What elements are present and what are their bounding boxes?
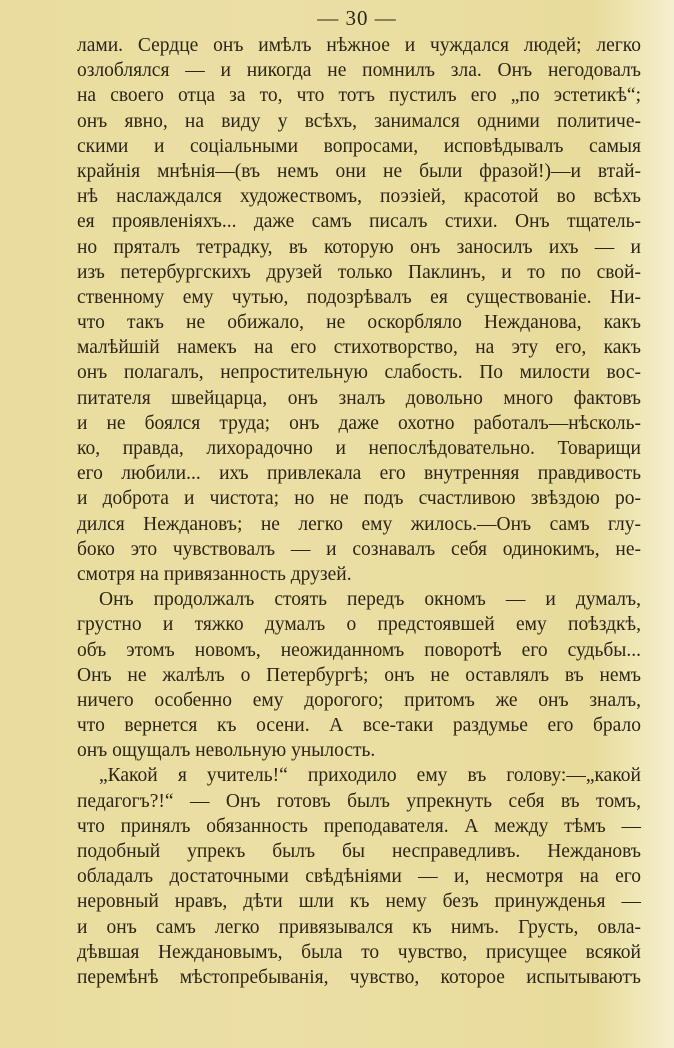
text-line: ко, правда, лихорадочно и непослѣдовательно. Товарищи: [77, 438, 641, 459]
text-line: дѣвшая Неждановымъ, была то чувство, присущее всякой: [77, 941, 641, 963]
text-line: лами. Сердце онъ имѣлъ нѣжное и чуждался людей; легко: [77, 35, 641, 56]
text-line: педагогъ?!“ — Онъ готовъ былъ упрекнуть себя въ томъ,: [77, 790, 641, 812]
text-line: крайнія мнѣнія—(въ немъ они не были фразой!)—и втай-: [77, 160, 641, 182]
text-line: подобный упрекъ былъ бы несправедливъ. Неждановъ: [77, 841, 641, 862]
text-line: что вернется къ осени. А все-таки раздумье его брало: [77, 715, 641, 737]
text-line: и онъ самъ легко привязывался къ нимъ. Грусть, овла-: [77, 916, 641, 938]
text-line: и не боялся труда; онъ даже охотно работалъ—нѣсколь-: [77, 412, 641, 434]
text-line: обладалъ достаточными свѣдѣніями — и, несмотря на его: [77, 866, 641, 888]
text-line: перемѣнѣ мѣстопребыванія, чувство, которое испытываютъ: [77, 966, 641, 988]
text-line: изъ петербургскихъ друзей только Паклинъ, и то по свой-: [77, 261, 641, 283]
text-line: неровный нравъ, дѣти шли къ нему безъ принужденья —: [77, 891, 641, 913]
text-line: дился Неждановъ; не легко ему жилось.—Онъ самъ глу-: [77, 513, 641, 535]
text-line: но пряталъ тетрадку, въ которую онъ заносилъ ихъ — и: [77, 236, 641, 258]
text-line: Онъ не жалѣлъ о Петербургѣ; онъ не оставлялъ въ немъ: [77, 664, 641, 686]
paragraph: [77, 587, 641, 763]
text-line: ственному ему чутью, подозрѣвалъ ея существованіе. Ни-: [77, 286, 641, 308]
text-line: скими и соціальными вопросами, исповѣдывалъ самыя: [77, 135, 641, 157]
page-number: — 30 —: [317, 6, 397, 30]
text-line: „Какой я учитель!“ приходило ему въ голову:—„какой: [99, 765, 641, 787]
text-line: что такъ не обижало, не оскорбляло Нежданова, какъ: [77, 312, 641, 334]
text-line: онъ полагалъ, непростительную слабость. По милости вос-: [77, 362, 641, 384]
text-line: ея проявленіяхъ... даже самъ писалъ стихи. Онъ тщатель-: [77, 211, 641, 233]
text-line: смотря на привязанность друзей.: [77, 563, 352, 585]
paragraph: [77, 33, 641, 587]
text-line: объ этомъ новомъ, неожиданномъ поворотѣ его судьбы...: [77, 639, 641, 661]
text-line: что принялъ обязанность преподавателя. А между тѣмъ —: [77, 815, 641, 837]
text-line: грустно и тяжко думалъ о предстоявшей ему поѣздкѣ,: [77, 614, 641, 636]
text-line: питателя швейцарца, онъ зналъ довольно много фактовъ: [77, 387, 641, 409]
text-line: озлоблялся — и никогда не помнилъ зла. Онъ негодовалъ: [77, 60, 641, 82]
text-line: его любили... ихъ привлекала его внутренняя правдивость: [77, 463, 641, 485]
page-text: [77, 33, 641, 990]
text-line: боко это чувствовалъ — и сознавалъ себя одинокимъ, не-: [77, 538, 641, 560]
text-line: нѣ наслаждался художествомъ, поэзіей, красотой во всѣхъ: [77, 186, 641, 208]
text-line: малѣйшій намекъ на его стихотворство, на эту его, какъ: [77, 337, 641, 359]
paragraph: [77, 763, 641, 990]
text-line: и доброта и чистота; но не подъ счастливою звѣздою ро-: [77, 488, 641, 510]
text-line: ничего особенно ему дорогого; притомъ же онъ зналъ,: [77, 689, 641, 711]
text-line: на своего отца за то, что тотъ пустилъ его „по эстетикѣ“;: [77, 85, 641, 107]
text-line: онъ явно, на виду у всѣхъ, занимался одними политиче-: [77, 110, 641, 132]
text-line: Онъ продолжалъ стоять передъ окномъ — и думалъ,: [99, 589, 641, 611]
text-line: онъ ощущалъ невольную унылость.: [77, 740, 376, 762]
